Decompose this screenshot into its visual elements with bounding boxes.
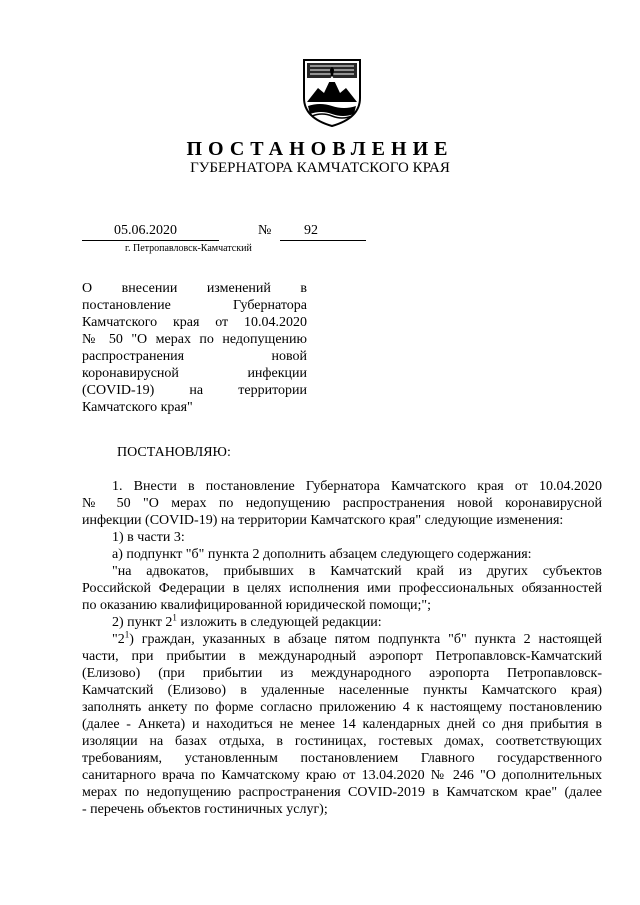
date-underline	[82, 240, 219, 241]
subject-line: (COVID-19) на территории	[82, 383, 307, 398]
number-sign: №	[258, 223, 272, 238]
subject-line: Камчатского края"	[82, 400, 193, 415]
subject-line: № 50 "О мерах по недопущению	[82, 332, 307, 347]
body-line: Камчатский (Елизово) в удаленные населенные пункты Камчатского края)	[82, 683, 602, 698]
body-line: - перечень объектов гостиничных услуг);	[82, 802, 328, 817]
body-line: (Елизово) (при прибытии из международного аэропорта Петропавловск-	[82, 666, 602, 681]
body-line: Российской Федерации в целях исполнения ими профессиональных обязанностей	[82, 581, 602, 596]
body-line	[82, 631, 602, 648]
document-title: ПОСТАНОВЛЕНИЕ	[186, 138, 454, 160]
kamchatka-coat-of-arms-icon	[300, 58, 364, 128]
superscript: 1	[124, 629, 130, 640]
body-line: а) подпункт "б" пункта 2 дополнить абзацем следующего содержания:	[112, 547, 532, 562]
body-line: 1) в части 3:	[112, 530, 185, 545]
body-line-part: изложить в следующей редакции:	[176, 615, 382, 630]
body-line: части, при прибытии в международный аэропорт Петропавловск-Камчатский	[82, 649, 602, 664]
body-line	[82, 614, 602, 631]
subject-block	[82, 280, 307, 416]
body-line: по оказанию квалифицированной юридической помощи;";	[82, 598, 432, 613]
body-text	[82, 478, 602, 818]
number-underline	[280, 240, 366, 241]
city-label: г. Петропавловск-Камчатский	[125, 243, 252, 254]
body-line: требованиям, установленным постановлением Главного государственного	[82, 751, 602, 766]
body-line: санитарного врача по Камчатскому краю от 13.04.2020 № 246 "О дополнительных	[82, 768, 602, 783]
subject-line: коронавирусной инфекции	[82, 366, 307, 381]
body-line-part: "2	[112, 632, 125, 647]
body-line: инфекции (COVID-19) на территории Камчатского края" следующие изменения:	[82, 513, 564, 528]
document-subtitle: ГУБЕРНАТОРА КАМЧАТСКОГО КРАЯ	[190, 160, 450, 176]
superscript: 1	[172, 612, 177, 623]
body-line: 1. Внести в постановление Губернатора Камчатского края от 10.04.2020	[112, 479, 602, 494]
body-line: заполнять анкету по форме согласно приложению 4 к настоящему постановлению	[82, 700, 602, 715]
registration-line	[82, 223, 366, 241]
body-line: "на адвокатов, прибывших в Камчатский край из других субъектов	[112, 564, 602, 579]
body-line: изоляции на базах отдыха, в гостиницах, гостевых домах, соответствующих	[82, 734, 602, 749]
subject-line: О внесении изменений в	[82, 281, 307, 296]
body-line: № 50 "О мерах по недопущению распространения новой коронавирусной	[82, 496, 602, 511]
body-line-part: ) граждан, указанных в абзаце пятом подпункта "б" пункта 2 настоящей	[129, 632, 602, 647]
body-line-part: 2) пункт 2	[112, 615, 173, 630]
document-date: 05.06.2020	[114, 223, 177, 238]
subject-line: распространения новой	[82, 349, 307, 364]
subject-line: постановление Губернатора	[82, 298, 307, 313]
decree-word: ПОСТАНОВЛЯЮ:	[117, 445, 231, 460]
subject-line: Камчатского края от 10.04.2020	[82, 315, 307, 330]
body-line: (далее - Анкета) и находиться не менее 14 календарных дней со дня прибытия в	[82, 717, 602, 732]
body-line: мерах по недопущению распространения COVID-2019 в Камчатском крае" (далее	[82, 785, 602, 800]
document-number: 92	[304, 223, 318, 238]
